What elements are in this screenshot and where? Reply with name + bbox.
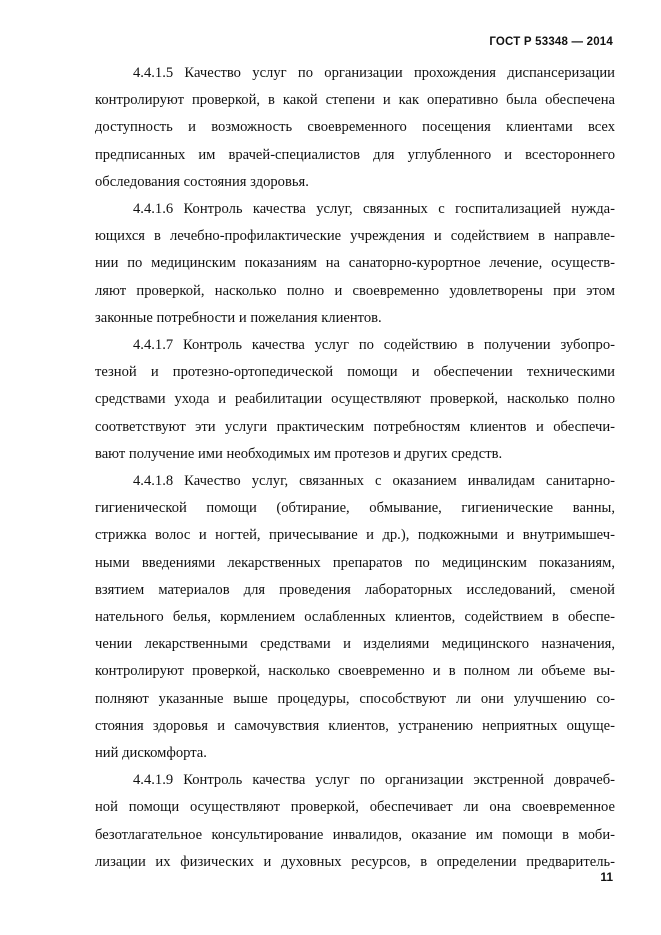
- text-line: 4.4.1.5 Качество услуг по организации прохождения диспансеризации: [133, 65, 615, 81]
- text-line: законные потребности и пожелания клиентов.: [95, 309, 382, 326]
- text-line: нии по медицинским показаниям на санаторно-курортное лечение, осуществ-: [95, 255, 615, 272]
- paragraph: [95, 196, 615, 332]
- text-line: 4.4.1.8 Качество услуг, связанных с оказанием инвалидам санитарно-: [133, 473, 615, 490]
- text-line: нательного белья, кормлением ослабленных клиентов, содействием в обеспе-: [95, 609, 615, 626]
- text-line: тезной и протезно-ортопедической помощи и обеспечении техническими: [95, 364, 615, 381]
- text-line: 4.4.1.7 Контроль качества услуг по содействию в получении зубопро-: [133, 337, 615, 354]
- text-line: соответствуют эти услуги практическим потребностям клиентов и обеспечи-: [95, 418, 615, 435]
- text-line: контролируют проверкой, насколько своевременно и в полном ли объеме вы-: [95, 663, 615, 680]
- paragraph: [95, 332, 615, 468]
- text-line: доступность и возможность своевременного посещения клиентами всех: [95, 119, 615, 136]
- text-line: ний дискомфорта.: [95, 745, 207, 762]
- text-line: 4.4.1.9 Контроль качества услуг по организации экстренной доврачеб-: [133, 772, 615, 789]
- text-line: средствами ухода и реабилитации осуществляют проверкой, насколько полно: [95, 391, 615, 408]
- document-body: [95, 60, 615, 876]
- text-line: ляют проверкой, насколько полно и своевременно удовлетворены при этом: [95, 282, 615, 299]
- text-line: полняют указанные выше процедуры, способствуют ли они улучшению со-: [95, 690, 615, 707]
- text-line: предписанных им врачей-специалистов для углубленного и всестороннего: [95, 146, 615, 163]
- text-line: ной помощи осуществляют проверкой, обеспечивает ли она своевременное: [95, 799, 615, 816]
- text-line: взятием материалов для проведения лабораторных исследований, сменой: [95, 581, 615, 598]
- document-code-header: ГОСТ Р 53348 — 2014: [489, 36, 613, 48]
- paragraph: [95, 468, 615, 767]
- text-line: гигиенической помощи (обтирание, обмывание, гигиенические ванны,: [95, 500, 615, 517]
- text-line: вают получение ими необходимых им протезов и других средств.: [95, 445, 503, 462]
- text-line: ющихся в лечебно-профилактические учреждения и содействием в направле-: [95, 228, 615, 245]
- paragraph: [95, 767, 615, 876]
- text-line: стрижка волос и ногтей, причесывание и др.), подкожными и внутримышеч-: [95, 527, 615, 544]
- text-line: лизации их физических и духовных ресурсов, в определении предваритель-: [95, 853, 615, 870]
- text-line: обследования состояния здоровья.: [95, 173, 309, 190]
- paragraph: [95, 60, 615, 196]
- text-line: ными введениями лекарственных препаратов по медицинским показаниям,: [95, 554, 615, 571]
- text-line: чении лекарственными средствами и изделиями медицинского назначения,: [95, 636, 615, 653]
- text-line: 4.4.1.6 Контроль качества услуг, связанных с госпитализацией нужда-: [133, 201, 615, 218]
- text-line: безотлагательное консультирование инвалидов, оказание им помощи в моби-: [95, 826, 615, 843]
- page-number: 11: [600, 870, 613, 884]
- text-line: контролируют проверкой, в какой степени и как оперативно была обеспечена: [95, 92, 615, 109]
- text-line: стояния здоровья и самочувствия клиентов, устранению неприятных ощуще-: [95, 717, 615, 734]
